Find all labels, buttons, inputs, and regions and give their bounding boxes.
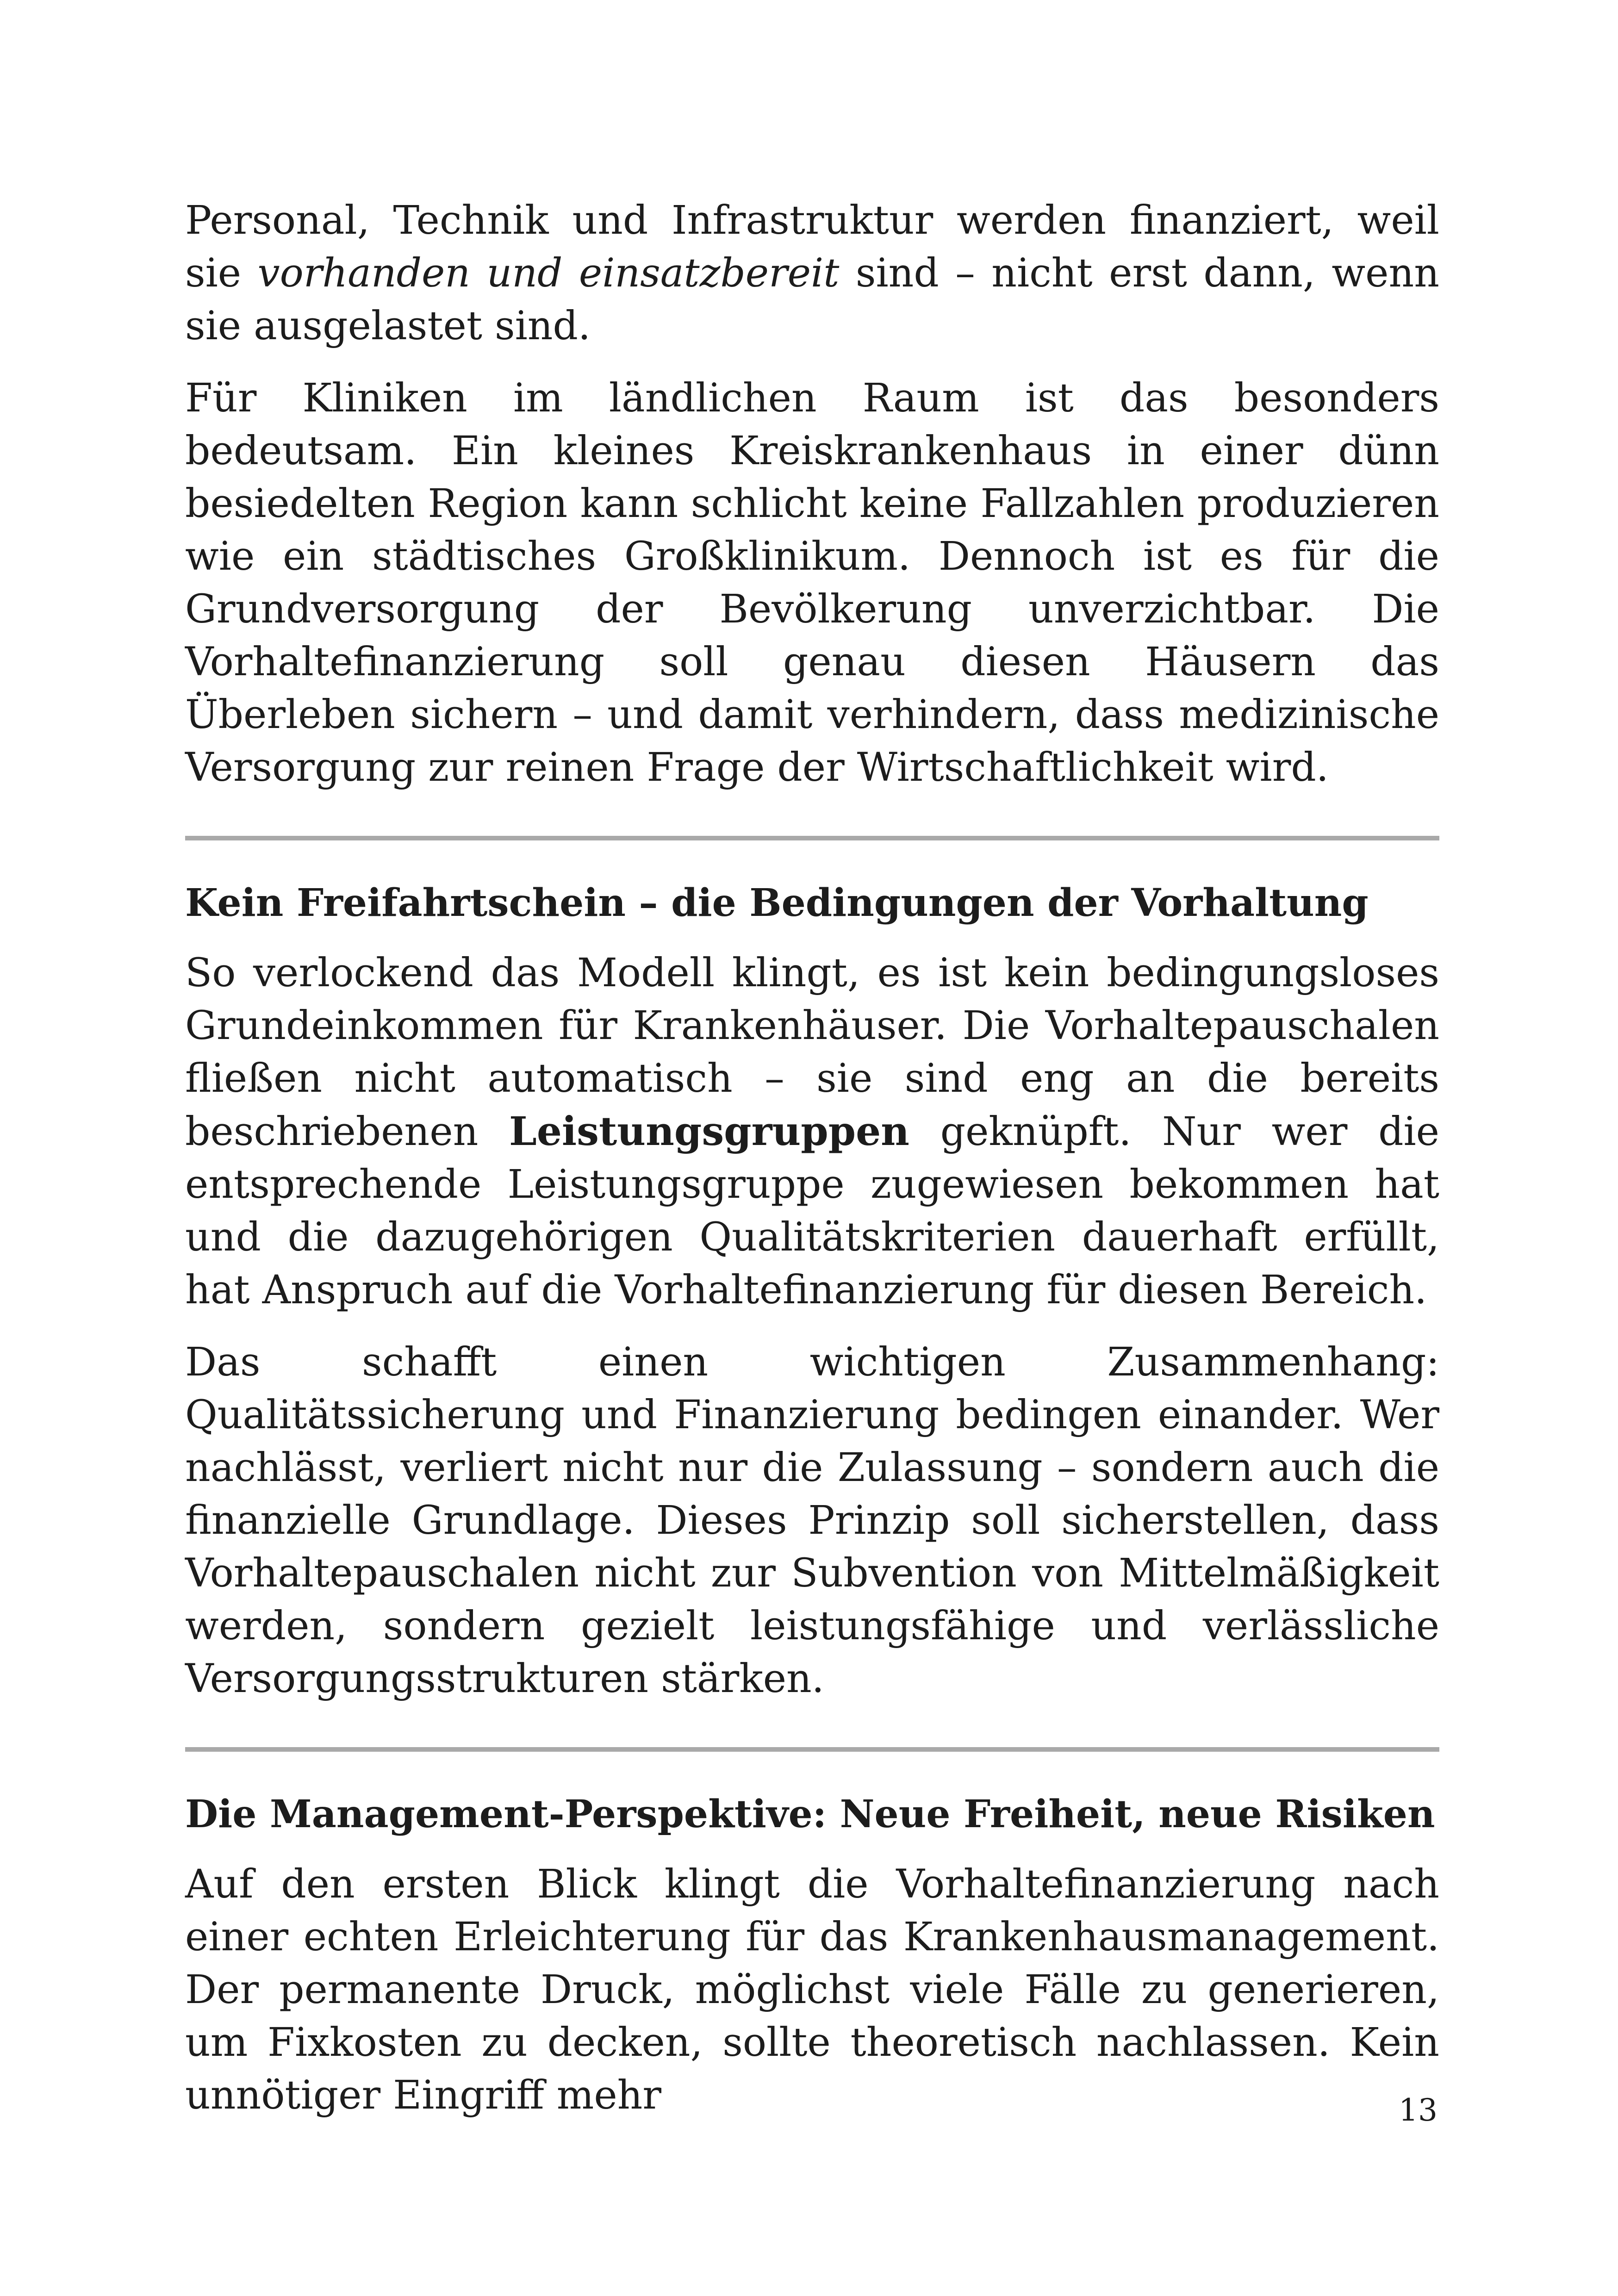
paragraph-rural-clinics: Für Kliniken im ländlichen Raum ist das besonders bedeutsam. Ein kleines Kreiskrankenhaus in einer dünn besiedelten Region kann schlicht keine Fallzahlen produzieren wie ein städtisches Großklinikum. Dennoch ist es für die Grundversorgung der Bevölkerung unverzichtbar. Die Vorhaltefinanzierung soll genau diesen Häusern das Überleben sichern – und damit verhindern, dass medizinische Versorgung zur reinen Frage der Wirtschaftlichkeit wird. <box>185 375 1439 790</box>
section-divider <box>185 1747 1439 1752</box>
page-number: 13 <box>1399 2092 1438 2128</box>
paragraph-financing-intro <box>185 194 1439 353</box>
section-heading-management: Die Management-Perspektive: Neue Freiheit, neue Risiken <box>185 1792 1435 1836</box>
section-heading-conditions: Kein Freifahrtschein – die Bedingungen der Vorhaltung <box>185 881 1369 925</box>
section-divider <box>185 836 1439 840</box>
paragraph-text: sind – nicht erst dann, wenn sie ausgelastet sind. <box>185 250 1439 349</box>
paragraph-quality-link: Das schafft einen wichtigen Zusammenhang: Qualitätssicherung und Finanzierung bedingen einander. Wer nachlässt, verliert nicht nur die Zulassung – sondern auch die finanzielle Grundlage. Dieses Prinzip soll sicherstellen, dass Vorhaltepauschalen nicht zur Subvention von Mittelmäßigkeit werden, sondern gezielt leistungsfähige und verlässliche Versorgungsstrukturen stärken. <box>185 1339 1439 1702</box>
paragraph-text: Personal, Technik und Infrastruktur werden finanziert, weil sie <box>185 198 1439 296</box>
emphasis-text: vorhanden und einsatzbereit <box>257 250 840 296</box>
page-content <box>185 194 1439 2141</box>
paragraph-text: So verlockend das Modell klingt, es ist kein bedingungsloses Grundeinkommen für Krankenhäuser. Die Vorhaltepauschalen fließen nicht automatisch – sie sind eng an die bereits beschriebenen <box>185 950 1439 1155</box>
paragraph-text: geknüpft. Nur wer die entsprechende Leistungsgruppe zugewiesen bekommen hat und die dazugehörigen Qualitätskriterien dauerhaft erfüllt, hat Anspruch auf die Vorhaltefinanzierung für diesen Bereich. <box>185 1109 1439 1313</box>
paragraph-management: Auf den ersten Blick klingt die Vorhaltefinanzierung nach einer echten Erleichterung für das Krankenhausmanagement. Der permanente Druck, möglichst viele Fälle zu generieren, um Fixkosten zu decken, sollte theoretisch nachlassen. Kein unnötiger Eingriff mehr <box>185 1861 1439 2118</box>
bold-term: Leistungsgruppen <box>509 1108 909 1155</box>
paragraph-conditions <box>185 947 1439 1317</box>
